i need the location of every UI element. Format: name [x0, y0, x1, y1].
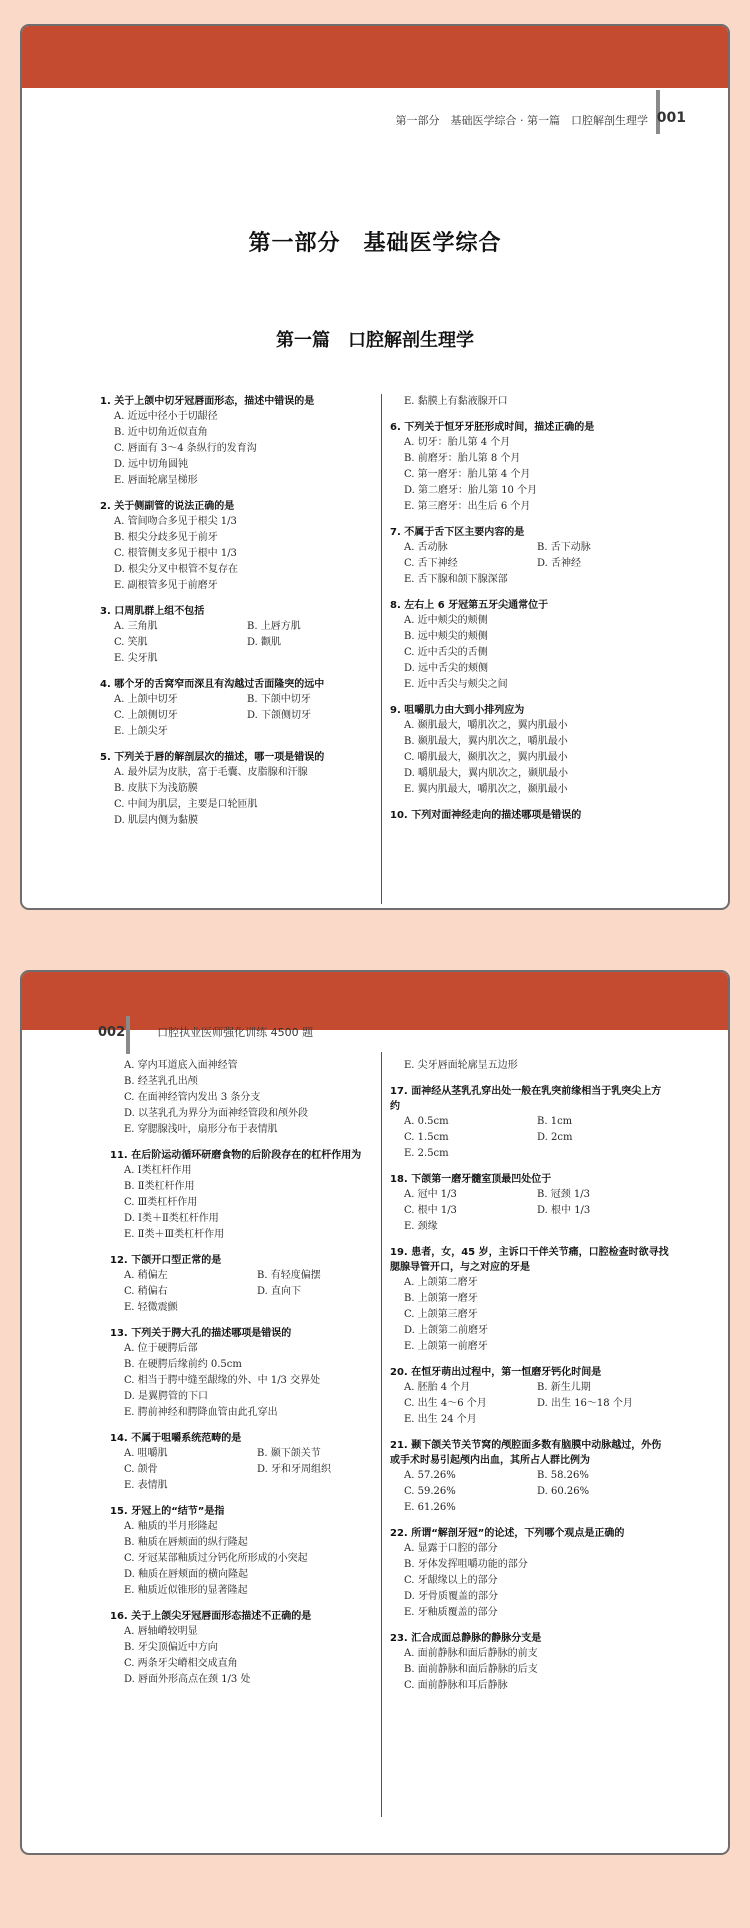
- option-item: E. 舌下腺和颌下腺深部: [404, 574, 508, 585]
- question-item: [110, 1504, 390, 1599]
- option-item: B. 1cm: [537, 1116, 573, 1127]
- question-item: [390, 1084, 670, 1162]
- header-bar: [126, 1016, 130, 1054]
- question-item: [100, 750, 380, 829]
- option-item: D. 颧肌: [247, 637, 282, 648]
- option-item: D. 2cm: [537, 1132, 573, 1143]
- question-item: [390, 1365, 670, 1428]
- option-grid: [100, 619, 380, 651]
- option-item: D. 远中切角圆钝: [114, 459, 189, 470]
- option-item: E. 61.26%: [404, 1502, 456, 1513]
- option-item: B. 58.26%: [537, 1470, 589, 1481]
- option-grid: [110, 1268, 390, 1300]
- question-text: 21. 颞下颌关节关节窝的颅腔面多数有脑膜中动脉越过，外伤或手术时易引起颅内出血，其所占人群比例为: [390, 1440, 662, 1466]
- question-item: [390, 1172, 670, 1235]
- option-item: C. 根管侧支多见于根中 1/3: [114, 548, 237, 559]
- option-item: C. 唇面有 3～4 条纵行的发育沟: [114, 443, 257, 454]
- option-item: B. Ⅱ类杠杆作用: [124, 1181, 195, 1192]
- question-item: [390, 1245, 670, 1355]
- question-text: 4. 哪个牙的舌窝窄而深且有沟越过舌面隆突的远中: [100, 679, 325, 690]
- option-item: E. 轻微震颤: [124, 1302, 178, 1313]
- option-item: D. 牙和牙周组织: [257, 1464, 332, 1475]
- running-header: [98, 1024, 313, 1040]
- option-item: A. 近远中径小于切龈径: [114, 411, 218, 422]
- option-item: D. 第二磨牙：胎儿第 10 个月: [404, 485, 538, 496]
- option-item: E. 腭前神经和腭降血管由此孔穿出: [124, 1407, 278, 1418]
- option-item: C. 59.26%: [404, 1486, 456, 1497]
- option-item: B. 新生儿期: [537, 1382, 591, 1393]
- option-item: A. 最外层为皮肤，富于毛囊、皮脂腺和汗腺: [114, 767, 308, 778]
- question-item: [100, 394, 380, 489]
- question-text: 8. 左右上 6 牙冠第五牙尖通常位于: [390, 600, 549, 611]
- option-item: E. 上颌尖牙: [114, 726, 168, 737]
- option-item: C. 稍偏右: [124, 1286, 168, 1297]
- question-text: 3. 口周肌群上组不包括: [100, 606, 205, 617]
- question-item: [390, 525, 670, 588]
- option-item: E. 出生 24 个月: [404, 1414, 477, 1425]
- option-item: A. 三角肌: [114, 621, 158, 632]
- option-item: C. 舌下神经: [404, 558, 458, 569]
- question-text: 23. 汇合成面总静脉的静脉分支是: [390, 1633, 542, 1644]
- option-item: B. 面前静脉和面后静脉的后支: [404, 1664, 538, 1675]
- option-item: D. Ⅰ类＋Ⅱ类杠杆作用: [124, 1213, 219, 1224]
- option-item: E. 翼内肌最大，嚼肌次之，颞肌最小: [404, 784, 568, 795]
- option-item: C. 牙龈缘以上的部分: [404, 1575, 498, 1586]
- option-item: E. 2.5cm: [404, 1148, 449, 1159]
- page-number: 002: [98, 1025, 126, 1040]
- option-item: E. 表情肌: [124, 1480, 168, 1491]
- question-item: [390, 808, 670, 823]
- option-item: C. 近中舌尖的舌侧: [404, 647, 488, 658]
- option-item: C. 出生 4～6 个月: [404, 1398, 487, 1409]
- option-item: A. 咀嚼肌: [124, 1448, 168, 1459]
- option-item: A. 冠中 1/3: [404, 1189, 457, 1200]
- option-item: D. 60.26%: [537, 1486, 590, 1497]
- left-column: [100, 394, 380, 839]
- question-text: 9. 咀嚼肌力由大到小排列应为: [390, 705, 525, 716]
- question-text: 5. 下列关于唇的解剖层次的描述，哪一项是错误的: [100, 752, 325, 763]
- option-item: C. Ⅲ类杠杆作用: [124, 1197, 198, 1208]
- question-text: 20. 在恒牙萌出过程中，第一恒磨牙钙化时间是: [390, 1367, 602, 1378]
- option-item: C. 上颌第三磨牙: [404, 1309, 478, 1320]
- option-item: C. 两条牙尖嵴相交成直角: [124, 1658, 238, 1669]
- option-grid: [390, 1114, 670, 1146]
- option-item: E. 黏膜上有黏液腺开口: [404, 396, 508, 407]
- option-item: B. 近中切角近似直角: [114, 427, 208, 438]
- option-item: E. 颈缘: [404, 1221, 438, 1232]
- option-item: B. 上唇方肌: [247, 621, 301, 632]
- option-item: E. 釉质近似锥形的显著隆起: [124, 1585, 248, 1596]
- option-item: A. 稍偏左: [124, 1270, 168, 1281]
- option-item: B. 上颌第一磨牙: [404, 1293, 478, 1304]
- question-text: 16. 关于上颌尖牙冠唇面形态描述不正确的是: [110, 1611, 312, 1622]
- option-item: D. 唇面外形高点在颈 1/3 处: [124, 1674, 251, 1685]
- column-divider: [381, 394, 382, 904]
- option-item: A. 位于硬腭后部: [124, 1343, 198, 1354]
- option-item: D. 远中舌尖的颊侧: [404, 663, 489, 674]
- option-item: B. 下颌中切牙: [247, 694, 311, 705]
- option-item: C. 笑肌: [114, 637, 148, 648]
- question-text: 7. 不属于舌下区主要内容的是: [390, 527, 525, 538]
- option-item: E. 近中舌尖与颊尖之间: [404, 679, 508, 690]
- option-item: A. 切牙：胎儿第 4 个月: [404, 437, 511, 448]
- option-item: B. 颞下颌关节: [257, 1448, 321, 1459]
- page-number: 001: [656, 110, 686, 126]
- option-item: B. 经茎乳孔出颅: [124, 1076, 198, 1087]
- question-item: [390, 598, 670, 693]
- question-text: 18. 下颌第一磨牙髓室顶最凹处位于: [390, 1174, 552, 1185]
- option-item: D. 根尖分叉中根管不复存在: [114, 564, 239, 575]
- question-text: 14. 不属于咀嚼系统范畴的是: [110, 1433, 242, 1444]
- page-two: [20, 970, 730, 1855]
- right-column: [390, 1058, 670, 1704]
- header-band: [22, 26, 728, 88]
- question-item: [100, 499, 380, 594]
- question-item: [110, 1253, 390, 1316]
- option-item: D. 釉质在唇颊面的横向隆起: [124, 1569, 249, 1580]
- option-item: E. 穿腮腺浅叶，扇形分布于表情肌: [124, 1124, 278, 1135]
- question-item: [110, 1326, 390, 1421]
- question-text: 1. 关于上颌中切牙冠唇面形态，描述中错误的是: [100, 396, 315, 407]
- page-one: [20, 24, 730, 910]
- question-item: [390, 420, 670, 515]
- running-header: 第一部分 基础医学综合 · 第一篇 口腔解剖生理学: [395, 114, 648, 127]
- question-item: [110, 1058, 390, 1138]
- option-item: C. 在面神经管内发出 3 条分支: [124, 1092, 261, 1103]
- option-item: B. 在硬腭后缘前约 0.5cm: [124, 1359, 242, 1370]
- option-item: C. 相当于腭中缝至龈缘的外、中 1/3 交界处: [124, 1375, 321, 1386]
- question-text: 11. 在后阶运动循环研磨食物的后阶段存在的杠杆作用为: [110, 1150, 362, 1161]
- option-item: D. 牙骨质覆盖的部分: [404, 1591, 499, 1602]
- question-item: [110, 1609, 390, 1688]
- option-item: A. 上颌第二磨牙: [404, 1277, 478, 1288]
- option-item: A. 釉质的半月形隆起: [124, 1521, 218, 1532]
- chapter-title: 第一篇 口腔解剖生理学: [276, 330, 474, 351]
- option-item: C. 根中 1/3: [404, 1205, 457, 1216]
- option-item: A. 管间吻合多见于根尖 1/3: [114, 516, 237, 527]
- option-item: D. 根中 1/3: [537, 1205, 591, 1216]
- question-item: [100, 677, 380, 740]
- question-text: 6. 下列关于恒牙牙胚形成时间，描述正确的是: [390, 422, 595, 433]
- question-text: 22. 所谓“解剖牙冠”的论述，下列哪个观点是正确的: [390, 1528, 625, 1539]
- option-grid: [390, 1380, 670, 1412]
- option-item: A. 舌动脉: [404, 542, 448, 553]
- question-item: [110, 1148, 390, 1243]
- part-title: 第一部分 基础医学综合: [248, 231, 502, 256]
- option-item: B. 颞肌最大，翼内肌次之，嚼肌最小: [404, 736, 568, 747]
- option-item: C. 牙冠某部釉质过分钙化所形成的小突起: [124, 1553, 308, 1564]
- option-item: E. 副根管多见于前磨牙: [114, 580, 218, 591]
- question-item: [390, 1058, 670, 1074]
- option-item: E. 唇面轮廓呈梯形: [114, 475, 198, 486]
- question-item: [390, 1438, 670, 1516]
- option-item: A. 0.5cm: [404, 1116, 449, 1127]
- option-item: A. 颞肌最大，嚼肌次之，翼内肌最小: [404, 720, 568, 731]
- question-text: 2. 关于侧副管的说法正确的是: [100, 501, 235, 512]
- option-item: A. 显露于口腔的部分: [404, 1543, 498, 1554]
- option-item: B. 前磨牙：胎儿第 8 个月: [404, 453, 521, 464]
- option-item: E. 第三磨牙：出生后 6 个月: [404, 501, 531, 512]
- option-item: B. 远中颊尖的颊侧: [404, 631, 488, 642]
- option-grid: [390, 540, 670, 572]
- option-grid: [390, 1187, 670, 1219]
- option-grid: [110, 1446, 390, 1478]
- option-grid: [390, 1468, 670, 1500]
- option-item: B. 牙尖顶偏近中方向: [124, 1642, 218, 1653]
- option-item: A. 面前静脉和面后静脉的前支: [404, 1648, 538, 1659]
- option-item: E. 尖牙唇面轮廓呈五边形: [404, 1060, 518, 1071]
- option-item: D. 肌层内侧为黏膜: [114, 815, 199, 826]
- option-item: B. 有轻度偏摆: [257, 1270, 321, 1281]
- question-item: [390, 703, 670, 798]
- option-item: D. 以茎乳孔为界分为面神经管段和颅外段: [124, 1108, 309, 1119]
- option-item: D. 是翼腭管的下口: [124, 1391, 209, 1402]
- option-item: D. 下颌侧切牙: [247, 710, 312, 721]
- option-item: A. 胚胎 4 个月: [404, 1382, 471, 1393]
- option-item: D. 嚼肌最大，翼内肌次之，颞肌最小: [404, 768, 569, 779]
- question-item: [390, 1526, 670, 1621]
- question-item: [390, 394, 670, 410]
- option-item: E. 尖牙肌: [114, 653, 158, 664]
- option-item: B. 根尖分歧多见于前牙: [114, 532, 218, 543]
- option-item: C. 1.5cm: [404, 1132, 449, 1143]
- option-item: C. 第一磨牙：胎儿第 4 个月: [404, 469, 531, 480]
- option-item: C. 颌骨: [124, 1464, 158, 1475]
- question-text: 10. 下列对面神经走向的描述哪项是错误的: [390, 810, 582, 821]
- option-grid: [100, 692, 380, 724]
- option-item: C. 面前静脉和耳后静脉: [404, 1680, 508, 1691]
- option-item: E. Ⅱ类＋Ⅲ类杠杆作用: [124, 1229, 225, 1240]
- option-item: A. 唇轴嵴较明显: [124, 1626, 198, 1637]
- option-item: A. 57.26%: [404, 1470, 456, 1481]
- option-item: A. 上颌中切牙: [114, 694, 178, 705]
- option-item: B. 皮肤下为浅筋膜: [114, 783, 198, 794]
- option-item: C. 上颌侧切牙: [114, 710, 178, 721]
- question-text: 19. 患者，女，45 岁，主诉口干伴关节痛，口腔检查时欲寻找腮腺导管开口，与之对应的牙是: [390, 1247, 669, 1273]
- question-item: [390, 1631, 670, 1694]
- option-item: A. 近中颊尖的颊侧: [404, 615, 488, 626]
- question-text: 12. 下颌开口型正常的是: [110, 1255, 222, 1266]
- question-item: [100, 604, 380, 667]
- option-item: B. 釉质在唇颊面的纵行隆起: [124, 1537, 248, 1548]
- option-item: B. 舌下动脉: [537, 542, 591, 553]
- question-text: 13. 下列关于腭大孔的描述哪项是错误的: [110, 1328, 292, 1339]
- option-item: C. 嚼肌最大，颞肌次之，翼内肌最小: [404, 752, 568, 763]
- option-item: A. Ⅰ类杠杆作用: [124, 1165, 192, 1176]
- option-item: C. 中间为肌层，主要是口轮匝肌: [114, 799, 258, 810]
- option-item: B. 冠颈 1/3: [537, 1189, 590, 1200]
- option-item: B. 牙体发挥咀嚼功能的部分: [404, 1559, 528, 1570]
- option-item: D. 舌神经: [537, 558, 582, 569]
- option-item: E. 上颌第一前磨牙: [404, 1341, 488, 1352]
- option-item: D. 出生 16～18 个月: [537, 1398, 633, 1409]
- option-item: D. 上颌第二前磨牙: [404, 1325, 489, 1336]
- right-column: [390, 394, 670, 833]
- option-item: D. 直向下: [257, 1286, 302, 1297]
- left-column: [110, 1058, 390, 1698]
- question-item: [110, 1431, 390, 1494]
- option-item: E. 牙釉质覆盖的部分: [404, 1607, 498, 1618]
- question-text: 15. 牙冠上的“结节”是指: [110, 1506, 225, 1517]
- book-title: 口腔执业医师强化训练 4500 题: [157, 1026, 314, 1039]
- question-text: 17. 面神经从茎乳孔穿出处一般在乳突前缘相当于乳突尖上方约: [390, 1086, 662, 1112]
- option-item: A. 穿内耳道底入面神经管: [124, 1060, 238, 1071]
